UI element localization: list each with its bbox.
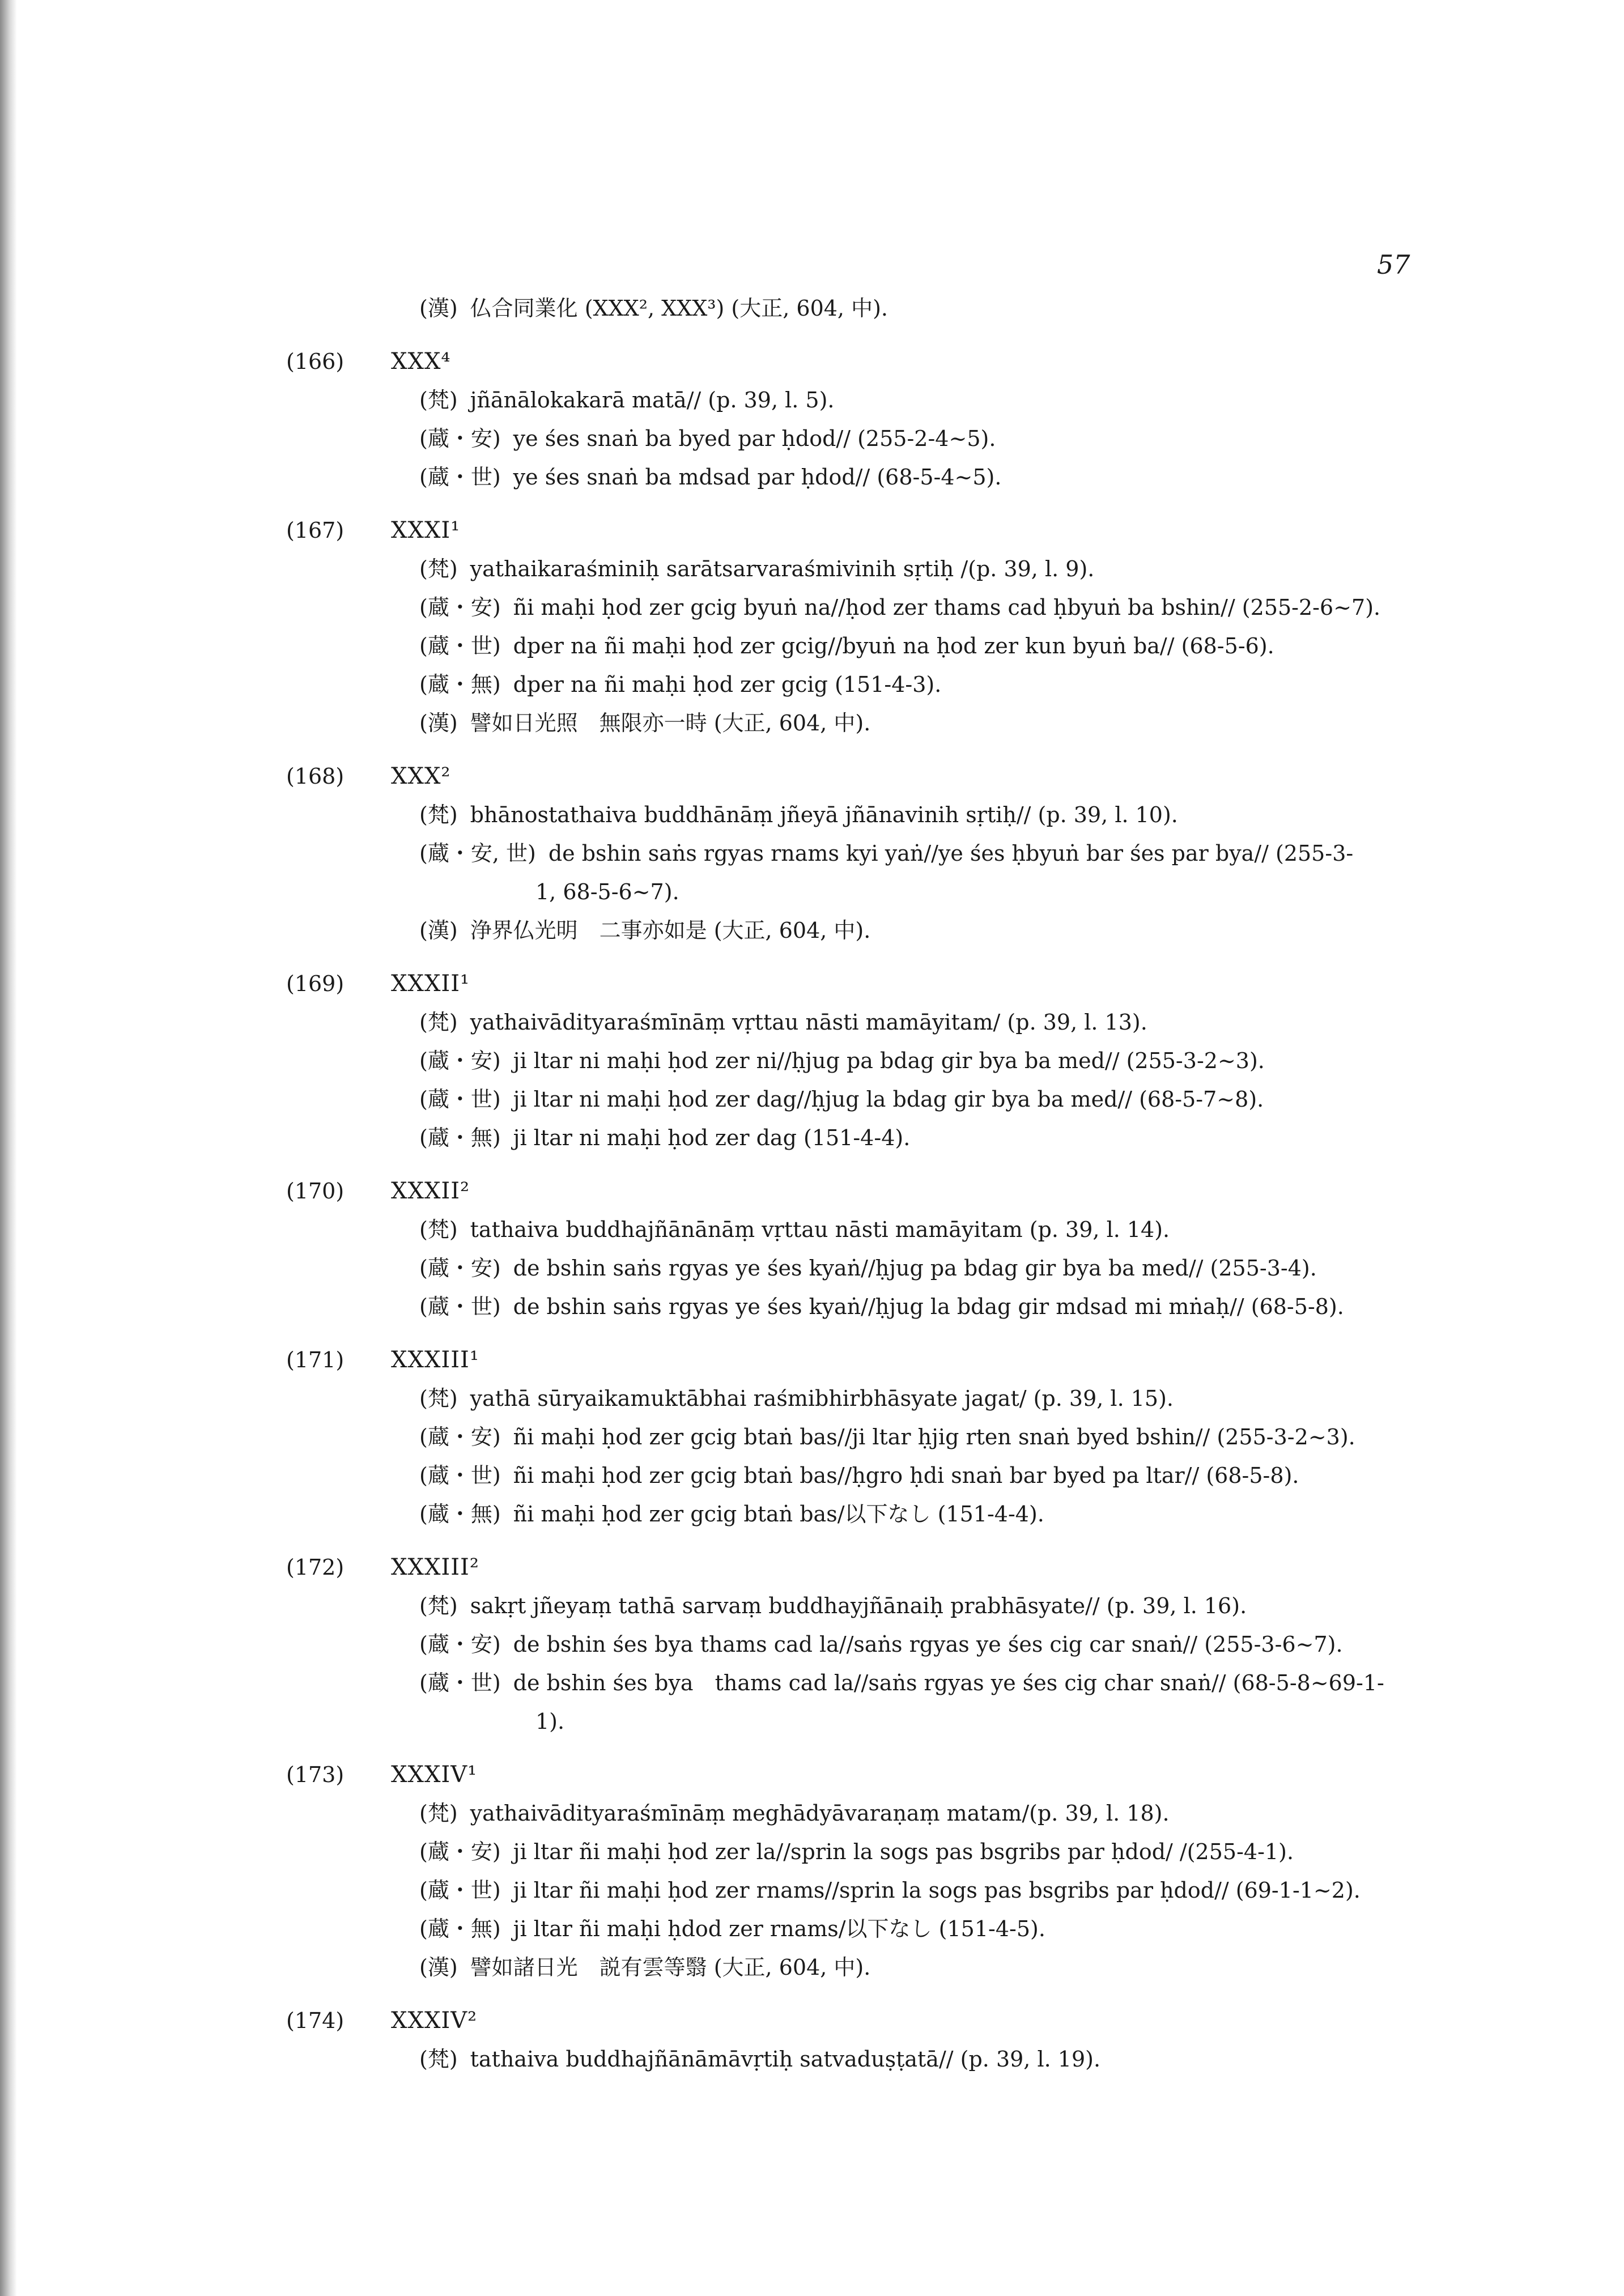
section-ref: XXX⁴ [391,348,451,375]
source-label: (梵) [419,802,458,827]
source-line [0,550,1624,588]
source-text: ji ltar ni maḥi ḥod zer ni//ḥjug pa bdag gir bya ba med// (255-3-2~3). [513,1048,1265,1073]
source-line-content [419,1119,910,1157]
source-line-content [419,1080,1264,1119]
source-text: 譬如諸日光 説有雲等翳 (大正, 604, 中). [470,1955,871,1980]
source-line-content [419,588,1380,627]
source-line [0,1249,1624,1287]
source-line-content [419,381,835,419]
source-line-content [419,1418,1355,1456]
source-label: (蔵・無) [419,672,501,697]
source-line-content [419,1910,1045,1948]
source-label: (蔵・世) [419,465,501,490]
source-line [0,1871,1624,1910]
source-line-content [535,1702,564,1741]
source-label: (蔵・安) [419,1632,501,1657]
source-text: ñi maḥi ḥod zer gcig btaṅ bas//ḥgro ḥdi snaṅ bar byed pa ltar// (68-5-8). [513,1463,1299,1488]
source-label: (漢) [419,711,458,735]
source-label: (梵) [419,1217,458,1242]
section-ref: XXXI¹ [391,517,461,543]
source-label: (梵) [419,388,458,413]
source-text: dper na ñi maḥi ḥod zer gcig//byuṅ na ḥod zer kun byuṅ ba// (68-5-6). [513,633,1274,658]
source-text: ñi maḥi ḥod zer gcig btaṅ bas/以下なし (151-4-4). [513,1502,1044,1527]
entry-number: (174) [286,2008,345,2033]
source-line-content [419,2040,1100,2078]
source-label: (梵) [419,1010,458,1035]
source-text: ji ltar ñi maḥi ḥdod zer rnams/以下なし (151-4-5). [513,1916,1045,1941]
source-text: de bshin saṅs rgyas ye śes kyaṅ//ḥjug la bdag gir mdsad mi mṅaḥ// (68-5-8). [513,1294,1344,1319]
source-line [0,665,1624,704]
source-line [0,1625,1624,1664]
source-text: ñi maḥi ḥod zer gcig btaṅ bas//ji ltar ḥjig rten snaṅ byed bshin// (255-3-2~3). [513,1425,1355,1449]
source-line-content [419,834,1353,873]
source-label: (蔵・世) [419,1087,501,1112]
source-label: (蔵・無) [419,1916,501,1941]
source-line-content [535,873,679,911]
source-line [0,1379,1624,1418]
source-text: 1). [535,1709,565,1734]
section-ref: XXXIII² [391,1554,479,1580]
section-ref: XXXIII¹ [391,1347,479,1373]
source-line [0,1794,1624,1832]
source-label: (漢) [419,296,458,321]
source-label: (蔵・安, 世) [419,841,536,866]
source-line [0,1119,1624,1157]
source-label: (梵) [419,1593,458,1618]
source-line [0,381,1624,419]
source-line-content [419,911,870,950]
source-label: (梵) [419,1386,458,1411]
source-text: bhānostathaiva buddhānāṃ jñeyā jñānavinih sṛtiḥ// (p. 39, l. 10). [470,802,1178,827]
source-text: ji ltar ñi maḥi ḥod zer rnams//sprin la sogs pas bsgribs par ḥdod// (69-1-1~2). [513,1878,1361,1903]
entry-header [0,757,1624,796]
source-line-content [419,1003,1147,1041]
source-line-content [419,1287,1344,1326]
source-text: ji ltar ni maḥi ḥod zer dag (151-4-4). [513,1125,911,1150]
entry-number: (172) [286,1555,345,1580]
entry-number: (167) [286,518,345,543]
source-text: 譬如日光照 無限亦一時 (大正, 604, 中). [470,711,871,735]
source-text: yathaivādityaraśmīnāṃ meghādyāvaraṇaṃ matam/(p. 39, l. 18). [470,1801,1170,1826]
entry-number: (166) [286,349,345,374]
entry-header [0,1548,1624,1587]
source-line-content [419,627,1274,665]
source-label: (漢) [419,918,458,943]
source-text: ye śes snaṅ ba mdsad par ḥdod// (68-5-4~5). [513,465,1002,490]
source-line [0,911,1624,950]
page-body [0,289,1624,2078]
source-text: de bshin śes bya thams cad la//saṅs rgyas ye śes cig char snaṅ// (68-5-8~69-1- [513,1670,1384,1695]
source-text: de bshin saṅs rgyas rnams kyi yaṅ//ye śes ḥbyuṅ bar śes par bya// (255-3- [548,841,1354,866]
source-text: tathaiva buddhajñānāmāvṛtiḥ satvaduṣṭatā// (p. 39, l. 19). [470,2047,1101,2072]
source-line-content [419,1587,1247,1625]
source-line-content [419,1456,1299,1495]
section-ref: XXXII² [391,1178,470,1204]
source-line [0,1832,1624,1871]
source-text: ñi maḥi ḥod zer gcig byuṅ na//ḥod zer thams cad ḥbyuṅ ba bshin// (255-2-6~7). [513,595,1381,620]
source-text: dper na ñi maḥi ḥod zer gcig (151-4-3). [513,672,942,697]
source-label: (蔵・安) [419,595,501,620]
source-line-content [419,419,996,458]
source-line [0,1080,1624,1119]
source-label: (蔵・世) [419,1670,501,1695]
source-line [0,588,1624,627]
source-line [0,419,1624,458]
entry-header [0,511,1624,550]
source-label: (梵) [419,556,458,581]
source-label: (蔵・世) [419,1878,501,1903]
entry-number: (171) [286,1347,345,1372]
source-line [0,1587,1624,1625]
source-text: ye śes snaṅ ba byed par ḥdod// (255-2-4~5). [513,426,996,451]
source-line-content [419,1210,1170,1249]
entry-header [0,1341,1624,1379]
section-ref: XXX² [391,763,451,789]
source-text: yathaikaraśminiḥ sarātsarvaraśmivinih sṛtiḥ /(p. 39, l. 9). [470,556,1095,581]
entry-number: (169) [286,971,345,996]
source-line [0,834,1624,873]
source-line [0,1418,1624,1456]
source-text: ji ltar ni maḥi ḥod zer dag//ḥjug la bdag gir bya ba med// (68-5-7~8). [513,1087,1264,1112]
source-line [0,796,1624,834]
source-label: (梵) [419,1801,458,1826]
source-line-content [419,704,870,742]
source-text: 仏合同業化 (XXX², XXX³) (大正, 604, 中). [470,296,888,321]
source-line [0,458,1624,496]
source-line-content [419,1495,1044,1533]
source-line-content [419,1832,1294,1871]
source-label: (蔵・安) [419,1425,501,1449]
source-line-content [419,796,1178,834]
source-label: (蔵・世) [419,1294,501,1319]
source-line [0,1287,1624,1326]
source-label: (蔵・安) [419,426,501,451]
source-line-content [419,550,1094,588]
entry-header [0,964,1624,1003]
source-label: (梵) [419,2047,458,2072]
source-line-content [419,1664,1384,1702]
source-text: de bshin śes bya thams cad la//saṅs rgyas ye śes cig car snaṅ// (255-3-6~7). [513,1632,1343,1657]
source-text: 1, 68-5-6~7). [535,879,679,904]
source-label: (漢) [419,1955,458,1980]
source-line [0,1910,1624,1948]
source-label: (蔵・無) [419,1125,501,1150]
entry-header [0,342,1624,381]
source-line-content [419,1249,1317,1287]
source-text: yathaivādityaraśmīnāṃ vṛttau nāsti mamāyitam/ (p. 39, l. 13). [470,1010,1147,1035]
entry-header [0,1755,1624,1794]
source-line [0,1495,1624,1533]
source-line-content [419,458,1001,496]
source-line [0,627,1624,665]
source-line [0,289,1624,328]
entry-header [0,1172,1624,1210]
source-line [0,1041,1624,1080]
source-label: (蔵・安) [419,1256,501,1281]
source-text: yathā sūryaikamuktābhai raśmibhirbhāsyate jagat/ (p. 39, l. 15). [470,1386,1174,1411]
section-ref: XXXIV¹ [391,1762,478,1788]
source-label: (蔵・無) [419,1502,501,1527]
source-line-content [419,1041,1265,1080]
section-ref: XXXIV² [391,2008,478,2034]
source-line-content [419,1625,1343,1664]
source-line-content [419,1794,1170,1832]
source-line [0,1664,1624,1702]
source-line [0,704,1624,742]
source-label: (蔵・世) [419,633,501,658]
source-line-content [419,1948,870,1987]
source-line-content [419,1871,1361,1910]
source-line [0,1948,1624,1987]
source-line [0,1003,1624,1041]
source-label: (蔵・安) [419,1839,501,1864]
source-label: (蔵・安) [419,1048,501,1073]
entry-number: (168) [286,764,345,789]
source-text: ji ltar ñi maḥi ḥod zer la//sprin la sogs pas bsgribs par ḥdod/ /(255-4-1). [513,1839,1294,1864]
entry-header [0,2001,1624,2040]
source-text: tathaiva buddhajñānānāṃ vṛttau nāsti mamāyitam (p. 39, l. 14). [470,1217,1170,1242]
source-line-continuation [0,1702,1624,1741]
source-text: de bshin saṅs rgyas ye śes kyaṅ//ḥjug pa bdag gir bya ba med// (255-3-4). [513,1256,1317,1281]
page-number: 57 [1377,249,1410,280]
source-line [0,1456,1624,1495]
source-line-content [419,665,941,704]
source-text: jñānālokakarā matā// (p. 39, l. 5). [470,388,835,413]
source-line-continuation [0,873,1624,911]
entry-number: (170) [286,1179,345,1204]
source-label: (蔵・世) [419,1463,501,1488]
source-line [0,2040,1624,2078]
source-line-content [419,1379,1174,1418]
source-line [0,1210,1624,1249]
entry-number: (173) [286,1762,345,1787]
source-line-content [419,289,888,328]
source-text: 浄界仏光明 二事亦如是 (大正, 604, 中). [470,918,871,943]
source-text: sakṛt jñeyaṃ tathā sarvaṃ buddhayjñānaiḥ prabhāsyate// (p. 39, l. 16). [470,1593,1247,1618]
section-ref: XXXII¹ [391,971,470,997]
